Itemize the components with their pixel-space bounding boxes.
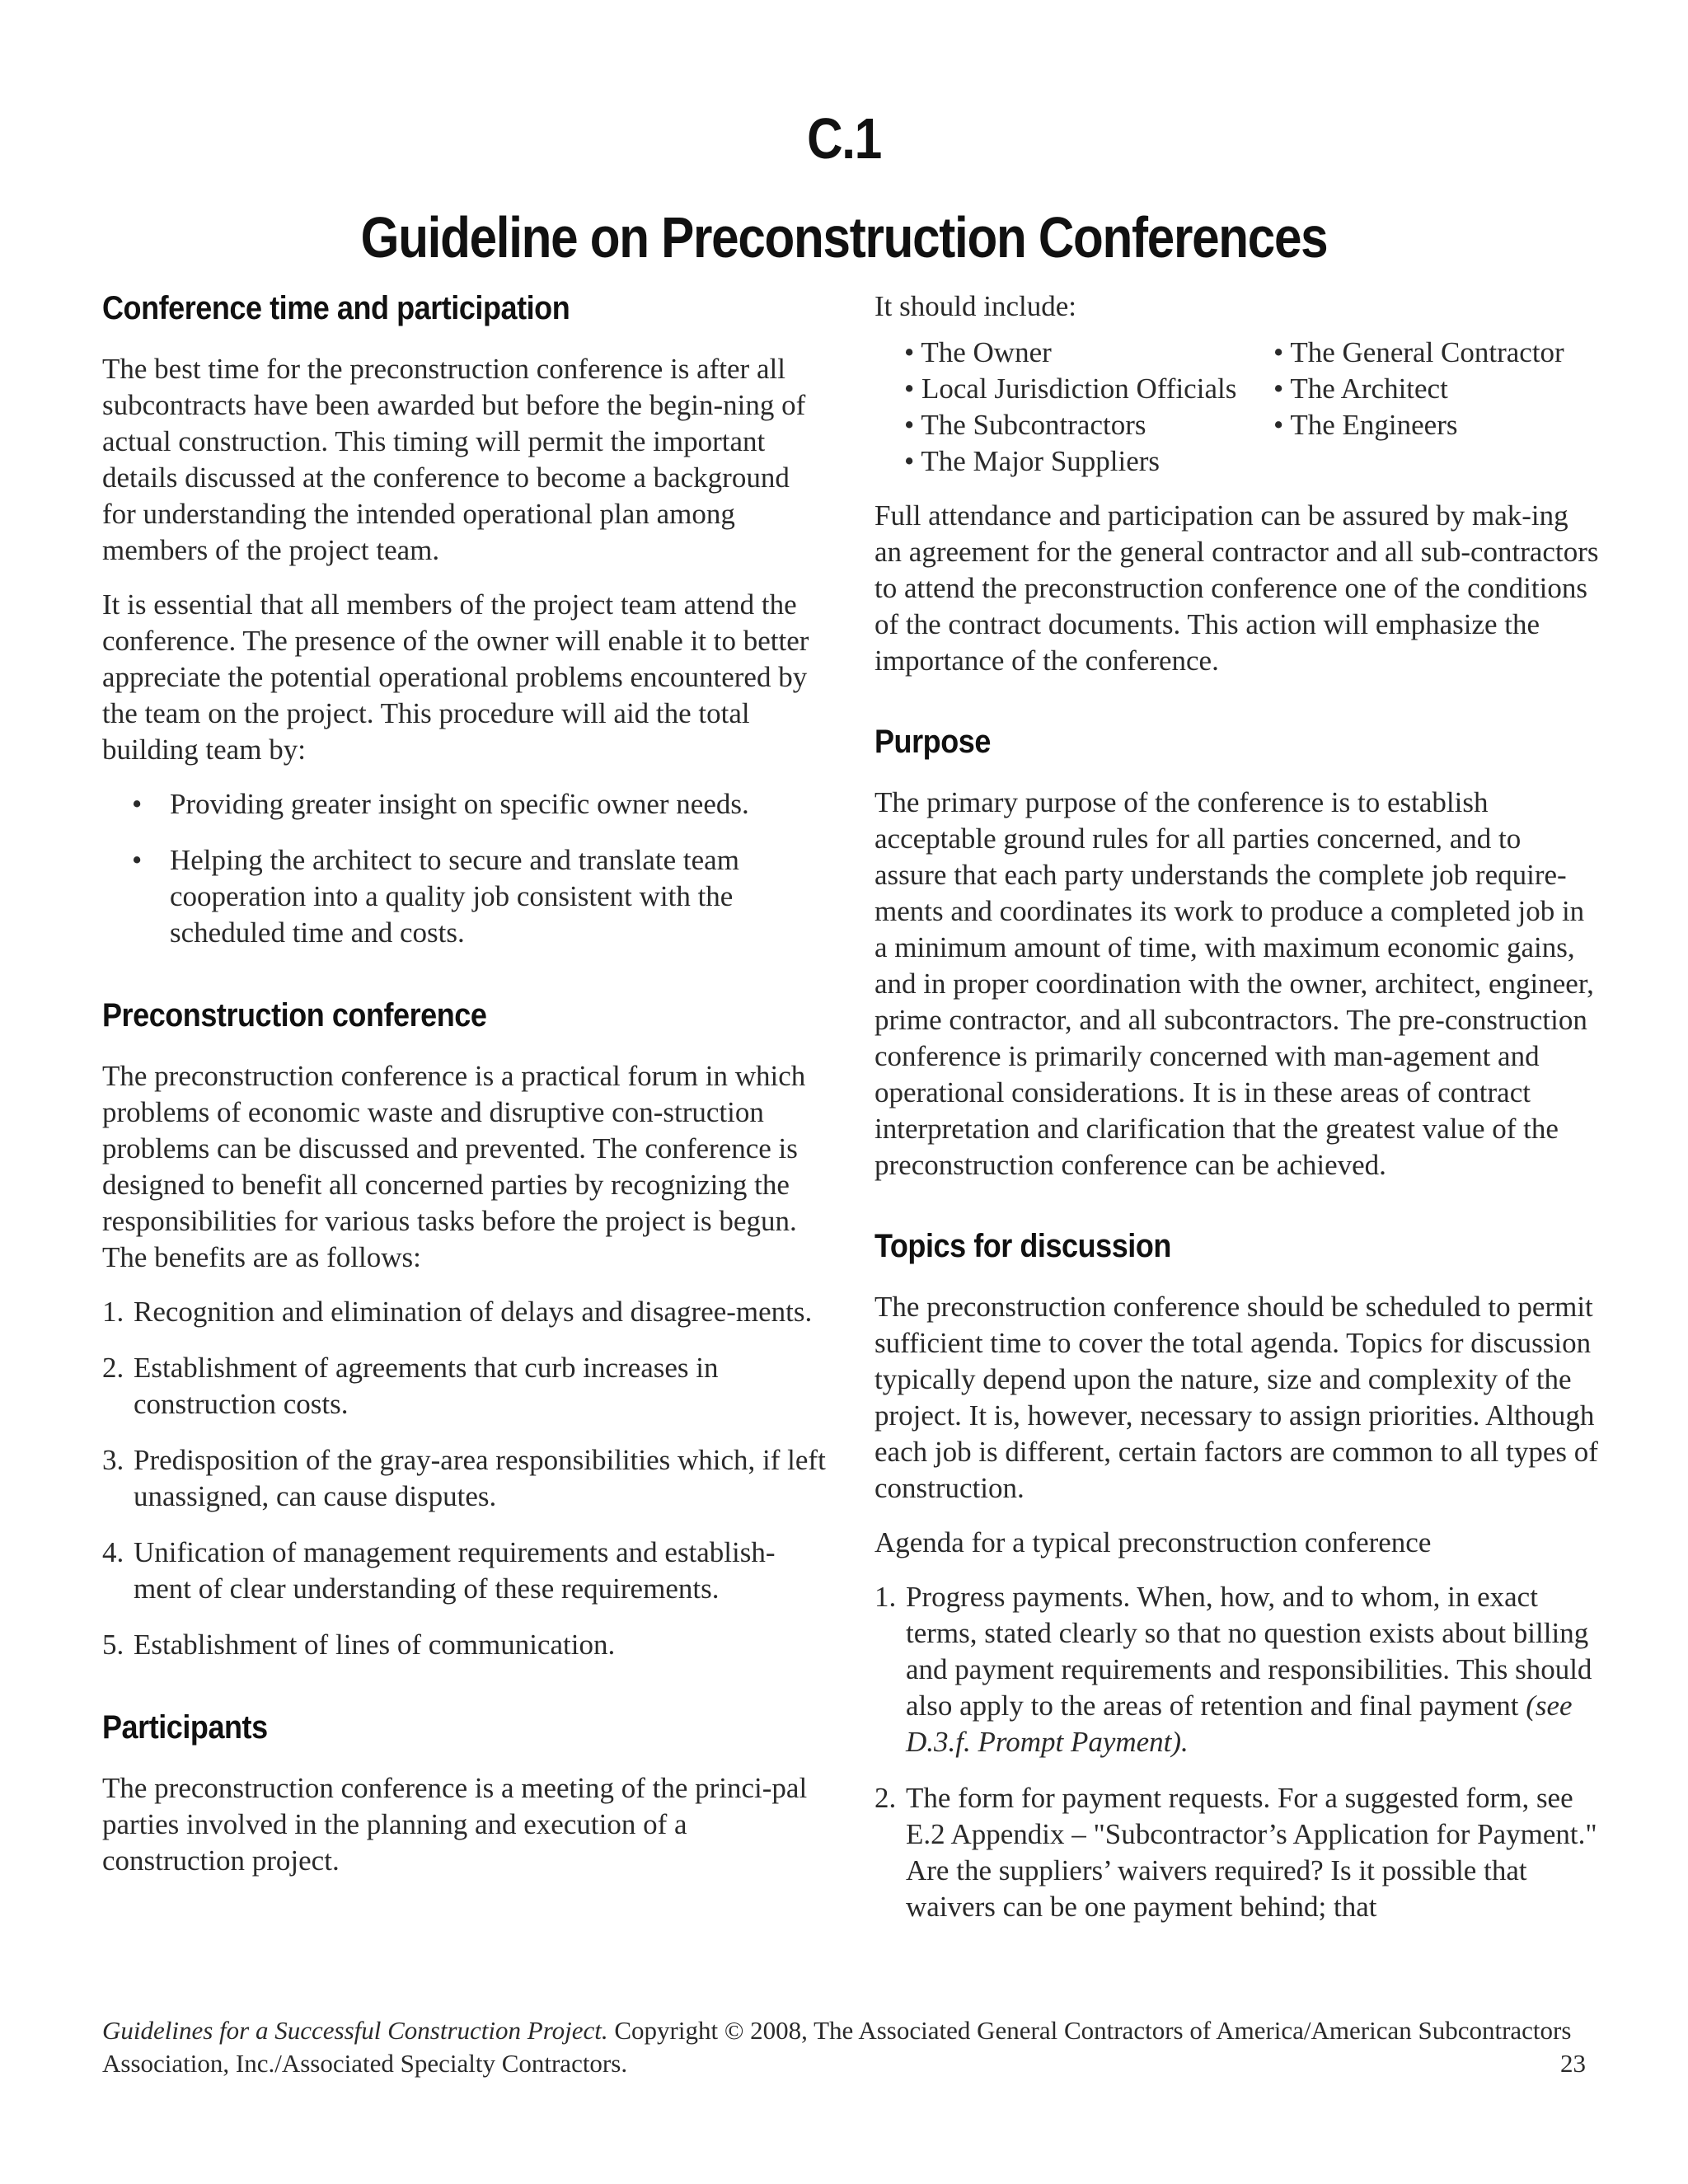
page-footer [102,2014,1586,2080]
heading-conference-time: Conference time and participation [102,290,570,326]
include-intro: It should include: [874,290,1076,322]
list-item: 2. The form for payment requests. For a suggested form, see E.2 Appendix – "Subcontractor’s Application for Payment." Are the suppliers’ waivers required? Is it possible that waivers can be one payment behind; that [874,1782,1597,1923]
paragraph-topics: The preconstruction conference should be scheduled to permit sufficient time to cover the total agenda. Topics for discussion typically depend upon the nature, size and complexity of the project. It is, however, necessary to assign priorities. Although each job is different, certain factors are common to all types of construction. [874,1291,1598,1504]
participant-list [904,335,1600,480]
paragraph-participants: The preconstruction conference is a meeting of the princi-pal parties involved in the planning and execution of a construction project. [102,1772,808,1877]
section-title: Guideline on Preconstruction Conferences [360,205,1328,269]
list-item: 3. Predisposition of the gray-area responsibilities which, if left unassigned, can cause disputes. [102,1444,826,1512]
heading-participants: Participants [102,1709,268,1746]
list-item: • Local Jurisdiction Officials [904,373,1237,405]
paragraph-practical-forum: The preconstruction conference is a practical forum in which problems of economic waste and disruptive con-struction problems can be discussed and prevented. The conference is designed to benefit all concerned parties by recognizing the responsibilities for various tasks before the project is begun. The benefits are as follows: [102,1060,806,1273]
list-item: • Helping the architect to secure and translate team cooperation into a quality job consistent with the scheduled time and costs. [132,844,739,949]
page-number: 23 [1560,2049,1586,2078]
paragraph-purpose: The primary purpose of the conference is to establish acceptable ground rules for all parties concerned, and to assure that each party understands the complete job require-ments and coordinates its work to produce a completed job in a minimum amount of time, with maximum economic gains, and in proper coordination with the owner, architect, engineer, prime contractor, and all subcontractors. The pre-construction conference is primarily concerned with man-agement and operational considerations. It is in these areas of contract interpretation and clarification that the greatest value of the preconstruction conference can be achieved. [874,786,1594,1181]
list-item: 5. Establishment of lines of communication. [102,1629,616,1661]
cross-reference: (see D.3.f. Prompt Payment). [906,1690,1573,1758]
list-item: 4. Unification of management requirements and establish-ment of clear understanding of these requirements. [102,1536,776,1605]
list-item: 1. Recognition and elimination of delays and disagree-ments. [102,1296,813,1328]
list-item: • The Engineers [1273,409,1458,441]
benefits-list [102,1294,828,1663]
list-item: • Providing greater insight on specific owner needs. [132,788,749,820]
paragraph-full-attendance: Full attendance and participation can be assured by mak-ing an agreement for the general contractor and all sub-contractors to attend the preconstruction conference one of the conditions of the contract documents. This action will emphasize the importance of the conference. [874,499,1599,677]
section-number: C.1 [807,106,881,171]
agenda-list [874,1579,1600,1925]
heading-preconstruction-conference: Preconstruction conference [102,997,487,1033]
page-title [118,89,1569,287]
agenda-intro: Agenda for a typical preconstruction conference [874,1526,1432,1558]
paragraph-timing: The best time for the preconstruction conference is after all subcontracts have been awarded but before the begin-ning of actual construction. This timing will permit the important details discussed at the conference to become a background for understanding the intended operational plan among members of the project team. [102,353,806,566]
list-item: • The General Contractor [1273,336,1564,368]
list-item: • The Architect [1273,373,1448,405]
list-item: • The Owner [904,336,1052,368]
heading-topics: Topics for discussion [874,1228,1171,1264]
list-item: • The Major Suppliers [904,445,1160,477]
right-column [874,288,1600,1945]
list-item: 2. Establishment of agreements that curb increases in construction costs. [102,1352,719,1420]
list-item: 1. Progress payments. When, how, and to whom, in exact terms, stated clearly so that no question exists about billing and payment requirements and responsibilities. This should also apply to the areas of retention and final payment (see D.3.f. Prompt Payment). [874,1581,1592,1758]
left-column [102,288,828,1897]
team-benefit-list [102,786,828,951]
footer-copyright: Copyright © 2008, The Associated General Contractors of America/American Subcontractors Association, Inc./Associated Specialty Contractors. [102,2016,1572,2078]
heading-purpose: Purpose [874,724,991,760]
paragraph-attendance-essential: It is essential that all members of the project team attend the conference. The presence of the owner will enable it to better appreciate the potential operational problems encountered by the team on the project. This procedure will aid the total building team by: [102,588,809,766]
list-item: • The Subcontractors [904,409,1146,441]
footer-book-title: Guidelines for a Successful Construction Project. [102,2016,608,2045]
